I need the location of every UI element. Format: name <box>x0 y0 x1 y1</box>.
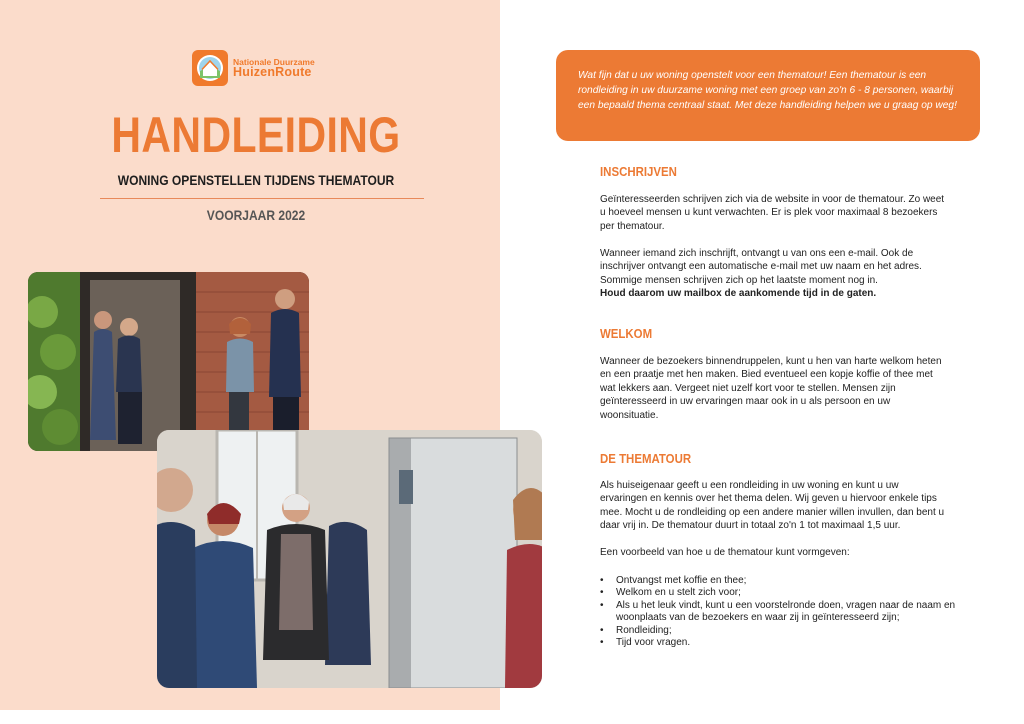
section-heading-welkom: WELKOM <box>600 326 653 341</box>
house-logo-icon <box>192 50 228 86</box>
brand-logo <box>192 50 315 86</box>
section-heading-thematour: DE THEMATOUR <box>600 451 692 466</box>
logo-line-2: HuizenRoute <box>233 65 312 79</box>
list-item: • Ontvangst met koffie en thee; <box>600 575 960 587</box>
entrance-visitors-photo <box>28 272 309 451</box>
list-item: • Als u het leuk vindt, kunt u een voorstelronde doen, vragen naar de naam en woonplaats van de bezoekers en waar zij in geïnteresseerd zijn; <box>600 600 960 625</box>
indoor-heatpump-photo <box>157 430 542 688</box>
thematour-paragraph-2: Een voorbeeld van hoe u de thematour kunt vormgeven: <box>600 547 850 558</box>
thematour-bullet-list <box>600 575 960 649</box>
list-item: • Rondleiding; <box>600 625 960 637</box>
section-heading-inschrijven: INSCHRIJVEN <box>600 164 677 179</box>
inschrijven-paragraph-2 <box>600 247 948 301</box>
inschrijven-paragraph-1: Geïnteresseerden schrijven zich via de website in voor de thematour. Zo weet u hoeveel mensen u kunt verwachten. Er is plek voor maximaal 8 bezoekers per thematour. <box>600 194 945 232</box>
page-subtitle: WONING OPENSTELLEN TIJDENS THEMATOUR <box>117 172 395 188</box>
logo-line-1: Nationale Duurzame <box>233 56 315 67</box>
list-item: • Tijd voor vragen. <box>600 637 960 649</box>
inschrijven-paragraph-2-text: Wanneer iemand zich inschrijft, ontvangt u van ons een e-mail. Ook de inschrijver ontvangt een automatische e-mail met uw naam en het adres. Sommige mensen schrijven zich op het laatste moment nog in. <box>600 248 922 286</box>
intro-banner: Wat fijn dat u uw woning openstelt voor een thematour! Een thematour is een rondleiding in uw duurzame woning met een groep van zo'n 6 - 8 personen, waarbij een bepaald thema centraal staat. Met deze handleiding helpen we u graag op weg! <box>556 50 980 141</box>
title-divider <box>100 198 424 199</box>
page-title: HANDLEIDING <box>111 107 401 163</box>
season-label: VOORJAAR 2022 <box>206 207 306 223</box>
list-item: • Welkom en u stelt zich voor; <box>600 587 960 599</box>
welkom-paragraph-1: Wanneer de bezoekers binnendruppelen, kunt u hen van harte welkom heten en een praatje met hen maken. Bied eventueel een kopje koffie of thee met wat lekkers aan. Vergeet niet uzelf kort voor te stellen. Mensen zijn geïnteresseerd in uw ervaringen maar ook in u als persoon en uw woonsituatie. <box>600 356 942 421</box>
thematour-paragraph-1: Als huiseigenaar geeft u een rondleiding in uw woning en kunt u uw ervaringen en kennis over het thema delen. Wij geven u hiervoor enkele tips mee. Mocht u de rondleiding op een andere manier willen invullen, dan bent u daar vrij in. De thematour duurt in totaal zo'n 1 tot maximaal 1,5 uur. <box>600 480 945 532</box>
inschrijven-paragraph-2-bold: Houd daarom uw mailbox de aankomende tijd in de gaten. <box>600 288 877 300</box>
